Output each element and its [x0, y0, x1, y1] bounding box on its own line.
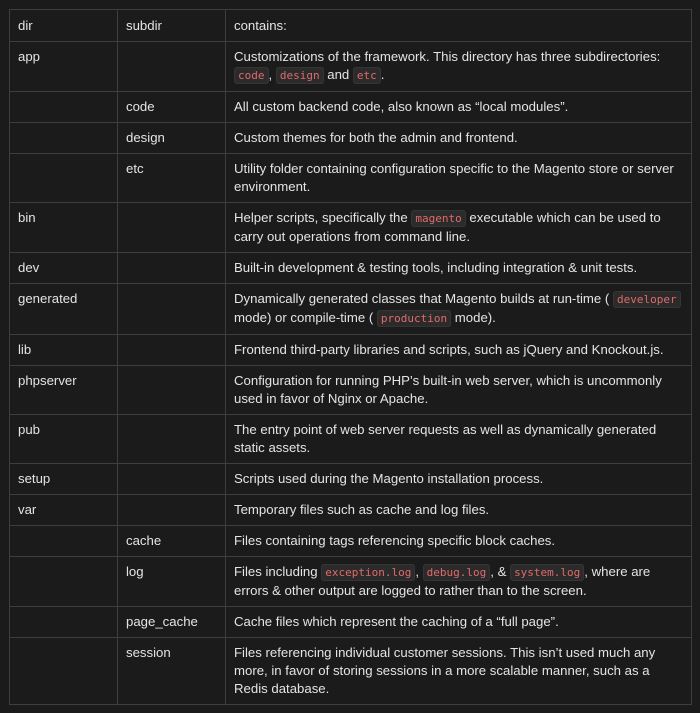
dir-cell: setup: [10, 464, 118, 495]
header-dir: dir: [10, 10, 118, 42]
description-cell: Built-in development & testing tools, including integration & unit tests.: [226, 253, 692, 284]
dir-cell: [10, 92, 118, 123]
table-row: [10, 123, 692, 154]
subdir-cell: [118, 42, 226, 92]
table-row: [10, 203, 692, 253]
description-cell: Utility folder containing configuration specific to the Magento store or server environment.: [226, 154, 692, 203]
table-row: [10, 495, 692, 526]
inline-code: code: [234, 67, 269, 84]
description-cell: Custom themes for both the admin and frontend.: [226, 123, 692, 154]
description-text: mode) or compile-time (: [234, 310, 377, 325]
description-cell: Files containing tags referencing specific block caches.: [226, 526, 692, 557]
dir-cell: [10, 123, 118, 154]
dir-cell: [10, 638, 118, 705]
description-text: .: [380, 67, 385, 82]
description-cell: Scripts used during the Magento installation process.: [226, 464, 692, 495]
table-row: [10, 253, 692, 284]
table-row: [10, 366, 692, 415]
description-text: mode).: [451, 310, 496, 325]
dir-cell: var: [10, 495, 118, 526]
description-text: executable which can be used to carry out operations from command line.: [234, 210, 661, 244]
subdir-cell: [118, 203, 226, 253]
separator-text: and: [323, 67, 353, 82]
table-row: [10, 335, 692, 366]
separator-text: ,: [268, 67, 276, 82]
header-subdir: subdir: [118, 10, 226, 42]
description-cell: Files referencing individual customer sessions. This isn’t used much any more, in favor of storing sessions in a more scalable manner, such as a Redis database.: [226, 638, 692, 705]
table-header-row: [10, 10, 692, 42]
description-cell: [226, 557, 692, 607]
dir-cell: [10, 154, 118, 203]
table-row: [10, 154, 692, 203]
dir-cell: [10, 526, 118, 557]
inline-code: design: [276, 67, 324, 84]
dir-cell: dev: [10, 253, 118, 284]
description-cell: All custom backend code, also known as “local modules”.: [226, 92, 692, 123]
description-cell: The entry point of web server requests as well as dynamically generated static assets.: [226, 415, 692, 464]
table-row: [10, 638, 692, 705]
table-row: [10, 42, 692, 92]
subdir-cell: [118, 253, 226, 284]
dir-cell: [10, 557, 118, 607]
subdir-cell: log: [118, 557, 226, 607]
table-row: [10, 557, 692, 607]
table-row: [10, 284, 692, 335]
table-row: [10, 92, 692, 123]
inline-code: exception.log: [321, 564, 415, 581]
description-text: , where are errors & other output are logged to rather than to the screen.: [234, 564, 651, 598]
dir-cell: [10, 607, 118, 638]
description-text: Dynamically generated classes that Magento builds at run-time (: [234, 291, 613, 306]
dir-cell: pub: [10, 415, 118, 464]
subdir-cell: cache: [118, 526, 226, 557]
subdir-cell: etc: [118, 154, 226, 203]
directory-table: [9, 9, 692, 705]
inline-code: debug.log: [423, 564, 491, 581]
description-cell: Frontend third-party libraries and scripts, such as jQuery and Knockout.js.: [226, 335, 692, 366]
description-cell: Cache files which represent the caching of a “full page”.: [226, 607, 692, 638]
separator-text: , &: [490, 564, 511, 579]
subdir-cell: page_cache: [118, 607, 226, 638]
description-cell: Temporary files such as cache and log files.: [226, 495, 692, 526]
subdir-cell: [118, 415, 226, 464]
description-cell: Configuration for running PHP’s built-in web server, which is uncommonly used in favor of Nginx or Apache.: [226, 366, 692, 415]
table-row: [10, 607, 692, 638]
subdir-cell: design: [118, 123, 226, 154]
subdir-cell: [118, 464, 226, 495]
description-cell: [226, 42, 692, 92]
subdir-cell: [118, 335, 226, 366]
dir-cell: app: [10, 42, 118, 92]
dir-cell: phpserver: [10, 366, 118, 415]
description-text: Helper scripts, specifically the: [234, 210, 412, 225]
description-text: Customizations of the framework. This directory has three subdirectories:: [234, 49, 661, 64]
inline-code: etc: [353, 67, 381, 84]
separator-text: ,: [415, 564, 423, 579]
inline-code: magento: [411, 210, 465, 227]
subdir-cell: code: [118, 92, 226, 123]
inline-code: developer: [613, 291, 681, 308]
table-row: [10, 464, 692, 495]
table-row: [10, 415, 692, 464]
subdir-cell: [118, 495, 226, 526]
table-row: [10, 526, 692, 557]
header-contains: contains:: [226, 10, 692, 42]
description-cell: [226, 284, 692, 335]
dir-cell: bin: [10, 203, 118, 253]
subdir-cell: [118, 284, 226, 335]
inline-code: production: [377, 310, 451, 327]
description-cell: [226, 203, 692, 253]
directory-table-container: [9, 9, 691, 705]
inline-code: system.log: [510, 564, 584, 581]
dir-cell: lib: [10, 335, 118, 366]
description-text: Files including: [234, 564, 322, 579]
subdir-cell: [118, 366, 226, 415]
subdir-cell: session: [118, 638, 226, 705]
dir-cell: generated: [10, 284, 118, 335]
